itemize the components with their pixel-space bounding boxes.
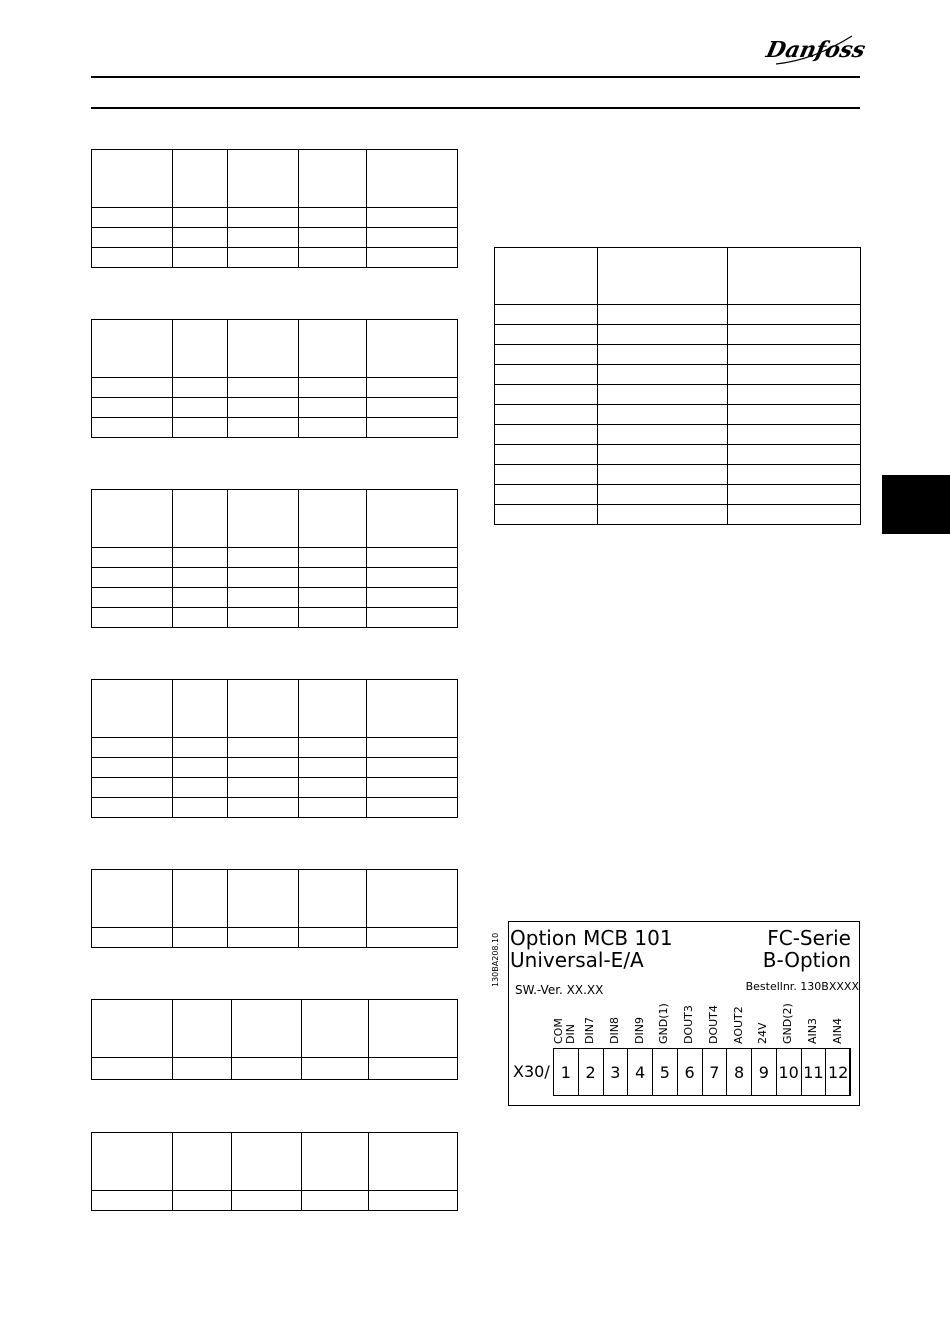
svg-text:Danfoss: Danfoss [763,37,868,63]
terminal-label-5: GND(1) [657,1003,671,1044]
terminal-label-2: DIN7 [583,1017,597,1044]
label-connector: X30/ [513,1062,550,1081]
terminal-label-4: DIN9 [632,1017,646,1044]
terminal-label-7: DOUT4 [706,1005,720,1044]
label-title-line1: Option MCB 101 [510,926,673,950]
label-sw-version: SW.-Ver. XX.XX [515,983,604,997]
terminal-pin-9: 9 [751,1048,777,1096]
table-2 [91,319,458,438]
table-1 [91,149,458,268]
label-series-line1: FC-Serie [767,926,851,950]
terminal-pin-7: 7 [702,1048,728,1096]
terminal-label-11: AIN3 [805,1018,819,1044]
terminal-pin-11: 11 [801,1048,827,1096]
terminal-label-10: GND(2) [781,1003,795,1044]
table-6 [91,999,458,1080]
chapter-tab [882,475,950,534]
terminal-label-9: 24V [756,1022,770,1044]
label-series-line2: B-Option [762,948,851,972]
danfoss-logo [763,30,868,70]
terminal-label-3: DIN8 [607,1017,621,1044]
label-order-number: Bestellnr. 130BXXXX [745,980,859,993]
terminal-label-8: AOUT2 [731,1006,745,1044]
header-rule-bottom [91,107,860,109]
terminal-pin-4: 4 [627,1048,653,1096]
terminal-pin-2: 2 [578,1048,604,1096]
table-4 [91,679,458,818]
terminal-label-1-1: COM [552,1018,566,1044]
terminal-label-6: DOUT3 [682,1005,696,1044]
table-8 [494,247,861,525]
terminal-pin-10: 10 [776,1048,802,1096]
table-3 [91,489,458,628]
table-7 [91,1132,458,1211]
header-rule-top [91,76,860,78]
terminal-pin-3: 3 [603,1048,629,1096]
terminal-pin-8: 8 [726,1048,752,1096]
figure-code: 130BA208.10 [491,932,500,987]
terminal-pin-6: 6 [677,1048,703,1096]
terminal-label-12: AIN4 [830,1018,844,1044]
terminal-pin-1: 1 [553,1048,579,1096]
terminal-label-1-2: DIN [564,1024,578,1044]
label-title-line2: Universal-E/A [510,948,644,972]
terminal-pin-5: 5 [652,1048,678,1096]
table-5 [91,869,458,948]
terminal-pin-12: 12 [825,1048,851,1096]
